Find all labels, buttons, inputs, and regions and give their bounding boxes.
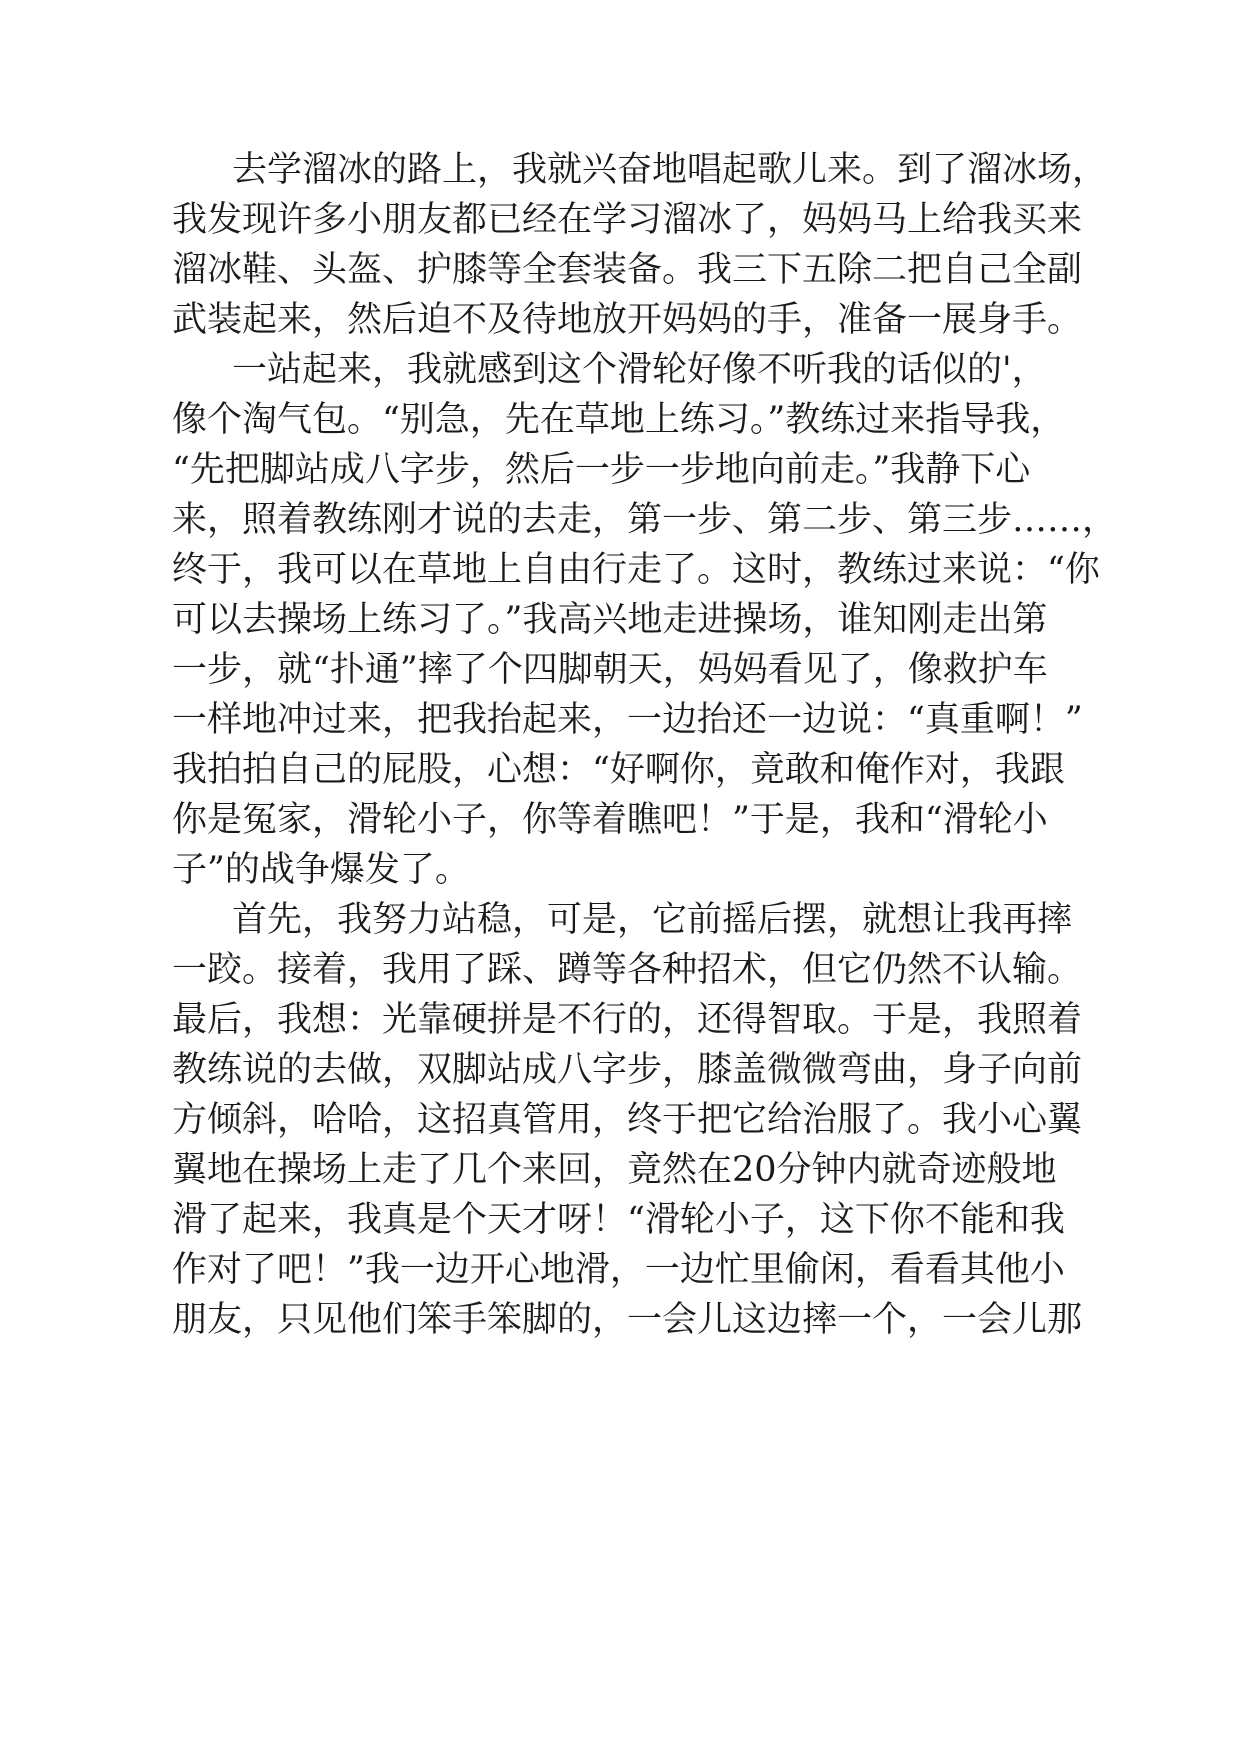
text-line: 可以去操场上练习了。”我高兴地走进操场，谁知刚走出第	[172, 600, 1048, 640]
text-line: 武装起来，然后迫不及待地放开妈妈的手，准备一展身手。	[172, 300, 1083, 340]
text-line: 最后，我想：光靠硬拼是不行的，还得智取。于是，我照着	[172, 1000, 1083, 1040]
text-line: 一步，就“扑通”摔了个四脚朝天，妈妈看见了，像救护车	[172, 650, 1048, 690]
text-line: 一跤。接着，我用了踩、蹲等各种招术，但它仍然不认输。	[172, 950, 1083, 990]
text-line: 溜冰鞋、头盔、护膝等全套装备。我三下五除二把自己全副	[172, 250, 1083, 290]
text-line: 翼地在操场上走了几个来回，竟然在20分钟内就奇迹般地	[172, 1150, 1057, 1190]
text-line: 我拍拍自己的屁股，心想：“好啊你，竟敢和俺作对，我跟	[172, 750, 1065, 790]
text-line: “先把脚站成八字步，然后一步一步地向前走。”我静下心	[172, 450, 1031, 490]
text-line: 教练说的去做，双脚站成八字步，膝盖微微弯曲，身子向前	[172, 1050, 1083, 1090]
text-line: 你是冤家，滑轮小子，你等着瞧吧！”于是，我和“滑轮小	[172, 800, 1048, 840]
text-line: 方倾斜，哈哈，这招真管用，终于把它给治服了。我小心翼	[172, 1100, 1083, 1140]
text-line: 首先，我努力站稳，可是，它前摇后摆，就想让我再摔	[232, 900, 1073, 940]
text-line: 一站起来，我就感到这个滑轮好像不听我的话似的'，	[232, 350, 1047, 390]
text-line: 我发现许多小朋友都已经在学习溜冰了，妈妈马上给我买来	[172, 200, 1083, 240]
text-line: 滑了起来，我真是个天才呀！“滑轮小子，这下你不能和我	[172, 1200, 1065, 1240]
text-line: 子”的战争爆发了。	[172, 850, 470, 890]
text-line: 一样地冲过来，把我抬起来，一边抬还一边说：“真重啊！”	[172, 700, 1083, 740]
text-line: 像个淘气包。“别急，先在草地上练习。”教练过来指导我，	[172, 400, 1066, 440]
text-line: 来，照着教练刚才说的去走，第一步、第二步、第三步……，	[172, 500, 1118, 540]
text-line: 终于，我可以在草地上自由行走了。这时，教练过来说：“你	[172, 550, 1100, 590]
text-line: 朋友，只见他们笨手笨脚的，一会儿这边摔一个，一会儿那	[172, 1300, 1083, 1340]
text-line: 去学溜冰的路上，我就兴奋地唱起歌儿来。到了溜冰场，	[232, 150, 1108, 190]
text-line: 作对了吧！”我一边开心地滑，一边忙里偷闲，看看其他小	[172, 1250, 1065, 1290]
